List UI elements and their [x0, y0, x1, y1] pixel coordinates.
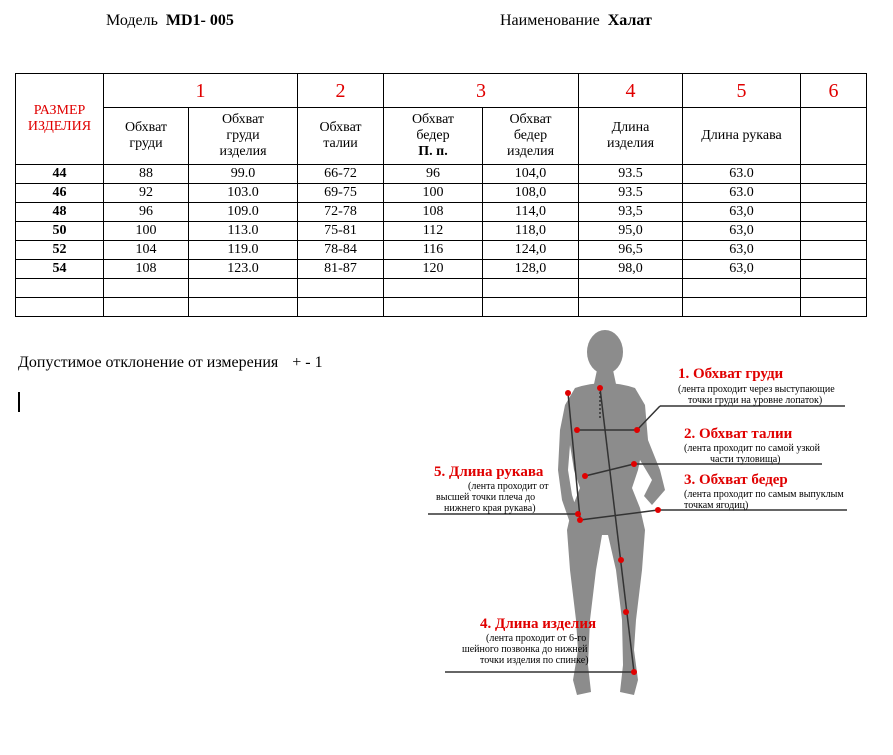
size-cell: 54: [16, 260, 104, 279]
value-cell: 63.0: [683, 165, 801, 184]
name-value: Халат: [607, 12, 652, 29]
size-header-line: РАЗМЕР: [33, 103, 86, 118]
model-label: Модель: [106, 12, 158, 29]
value-cell: 93.5: [579, 184, 683, 203]
column-header: [384, 108, 483, 165]
size-cell: 46: [16, 184, 104, 203]
value-cell: 63,0: [683, 260, 801, 279]
column-header: [483, 108, 579, 165]
column-header: [579, 108, 683, 165]
column-header-row: [16, 108, 867, 165]
column-header-line: талии: [323, 136, 358, 151]
value-cell: 92: [104, 184, 189, 203]
column-header-line: груди: [226, 128, 260, 143]
measurement-figure: [420, 320, 860, 745]
group-number: 3: [384, 74, 579, 108]
label-desc: точки груди на уровне лопаток): [688, 395, 823, 406]
value-cell: [801, 260, 867, 279]
label-title: 1. Обхват груди: [678, 366, 784, 382]
value-cell: 99.0: [189, 165, 298, 184]
value-cell: 63,0: [683, 241, 801, 260]
label-desc: нижнего края рукава): [444, 503, 536, 514]
column-header-line: Обхват: [124, 120, 168, 135]
name-label: Наименование: [500, 12, 600, 29]
label-desc: (лента проходит от: [468, 481, 549, 492]
column-header-line: изделия: [506, 144, 555, 159]
value-cell: 119.0: [189, 241, 298, 260]
size-table: [15, 73, 867, 317]
label-desc: шейного позвонка до нижней: [462, 644, 588, 655]
table-row: [16, 260, 867, 279]
value-cell: 66-72: [298, 165, 384, 184]
label-chest: [678, 366, 835, 406]
column-header-line: изделия: [219, 144, 267, 159]
label-desc: (лента проходит через выступающие: [678, 384, 835, 395]
table-row: [16, 203, 867, 222]
text-cursor: [18, 392, 20, 412]
label-hips: [684, 472, 844, 511]
label-desc: точки изделия по спинке): [480, 655, 589, 666]
empty-cell: [189, 279, 298, 298]
value-cell: 124,0: [483, 241, 579, 260]
tolerance-label: Допустимое отклонение от измерения: [18, 354, 279, 371]
value-cell: 88: [104, 165, 189, 184]
value-cell: 114,0: [483, 203, 579, 222]
label-title: 5. Длина рукава: [434, 464, 544, 480]
model-value: MD1- 005: [165, 12, 234, 29]
value-cell: 75-81: [298, 222, 384, 241]
value-cell: 63.0: [683, 184, 801, 203]
group-number: 6: [801, 74, 867, 108]
size-cell: 50: [16, 222, 104, 241]
size-cell: 52: [16, 241, 104, 260]
size-header-cell: [16, 74, 104, 165]
label-desc: (лента проходит по самой узкой: [684, 443, 820, 454]
table-row: [16, 184, 867, 203]
value-cell: [801, 165, 867, 184]
label-sleeve: [434, 464, 549, 514]
value-cell: 103.0: [189, 184, 298, 203]
value-cell: 93.5: [579, 165, 683, 184]
value-cell: [801, 203, 867, 222]
column-header: [104, 108, 189, 165]
size-cell: 48: [16, 203, 104, 222]
empty-cell: [16, 279, 104, 298]
value-cell: 120: [384, 260, 483, 279]
value-cell: 104,0: [483, 165, 579, 184]
empty-cell: [683, 279, 801, 298]
table-row: [16, 165, 867, 184]
value-cell: 104: [104, 241, 189, 260]
value-cell: 118,0: [483, 222, 579, 241]
empty-cell: [16, 298, 104, 317]
value-cell: 95,0: [579, 222, 683, 241]
empty-cell: [483, 298, 579, 317]
empty-cell: [104, 298, 189, 317]
value-cell: [801, 222, 867, 241]
value-cell: 63,0: [683, 222, 801, 241]
value-cell: 100: [384, 184, 483, 203]
empty-cell: [579, 298, 683, 317]
value-cell: 93,5: [579, 203, 683, 222]
name-header: [500, 12, 652, 30]
label-title: 4. Длина изделия: [480, 616, 597, 632]
value-cell: 123.0: [189, 260, 298, 279]
column-header-line: груди: [129, 136, 163, 151]
size-cell: 44: [16, 165, 104, 184]
empty-cell: [298, 298, 384, 317]
value-cell: 113.0: [189, 222, 298, 241]
empty-cell: [189, 298, 298, 317]
empty-cell: [483, 279, 579, 298]
column-header-line: Длина рукава: [701, 128, 782, 143]
column-header-line: Длина: [611, 120, 650, 135]
label-title: 3. Обхват бедер: [684, 472, 788, 488]
value-cell: 100: [104, 222, 189, 241]
model-header: [106, 12, 234, 30]
column-header-line: Обхват: [411, 112, 455, 127]
column-header-line: бедер: [513, 128, 548, 143]
value-cell: 98,0: [579, 260, 683, 279]
column-header-line: бедер: [416, 128, 450, 143]
value-cell: 108,0: [483, 184, 579, 203]
value-cell: 72-78: [298, 203, 384, 222]
value-cell: [801, 184, 867, 203]
value-cell: 63,0: [683, 203, 801, 222]
value-cell: 108: [104, 260, 189, 279]
column-header: [683, 108, 801, 165]
empty-cell: [298, 279, 384, 298]
label-desc: части туловища): [710, 454, 781, 465]
group-number-row: [16, 74, 867, 108]
label-waist: [684, 426, 821, 465]
column-header: [298, 108, 384, 165]
value-cell: 116: [384, 241, 483, 260]
size-header-line: ИЗДЕЛИЯ: [27, 119, 92, 134]
value-cell: 128,0: [483, 260, 579, 279]
empty-cell: [801, 279, 867, 298]
column-header: [189, 108, 298, 165]
value-cell: 69-75: [298, 184, 384, 203]
value-cell: 109.0: [189, 203, 298, 222]
empty-cell: [104, 279, 189, 298]
empty-cell: [801, 298, 867, 317]
value-cell: 96: [384, 165, 483, 184]
empty-cell: [683, 298, 801, 317]
column-header-line: изделия: [606, 136, 655, 151]
table-row: [16, 241, 867, 260]
column-header-line: Обхват: [221, 112, 265, 127]
value-cell: 108: [384, 203, 483, 222]
value-cell: 96: [104, 203, 189, 222]
tolerance-value: + - 1: [292, 354, 323, 371]
label-desc: (лента проходит от 6-го: [486, 633, 587, 644]
table-row: [16, 222, 867, 241]
column-header: [801, 108, 867, 165]
group-number: 1: [104, 74, 298, 108]
empty-row: [16, 279, 867, 298]
label-title: 2. Обхват талии: [684, 426, 793, 442]
group-number: 2: [298, 74, 384, 108]
label-length: [462, 616, 596, 666]
empty-row: [16, 298, 867, 317]
column-header-line: Обхват: [319, 120, 362, 135]
value-cell: [801, 241, 867, 260]
empty-cell: [579, 279, 683, 298]
group-number: 4: [579, 74, 683, 108]
label-desc: точкам ягодиц): [684, 500, 749, 511]
group-number: 5: [683, 74, 801, 108]
value-cell: 112: [384, 222, 483, 241]
empty-cell: [384, 298, 483, 317]
label-desc: (лента проходит по самым выпуклым: [684, 489, 844, 500]
value-cell: 96,5: [579, 241, 683, 260]
tolerance-note: [18, 354, 323, 372]
value-cell: 78-84: [298, 241, 384, 260]
value-cell: 81-87: [298, 260, 384, 279]
column-header-line: Обхват: [509, 112, 552, 127]
column-header-line: П. п.: [418, 144, 448, 159]
empty-cell: [384, 279, 483, 298]
label-desc: высшей точки плеча до: [436, 492, 536, 503]
